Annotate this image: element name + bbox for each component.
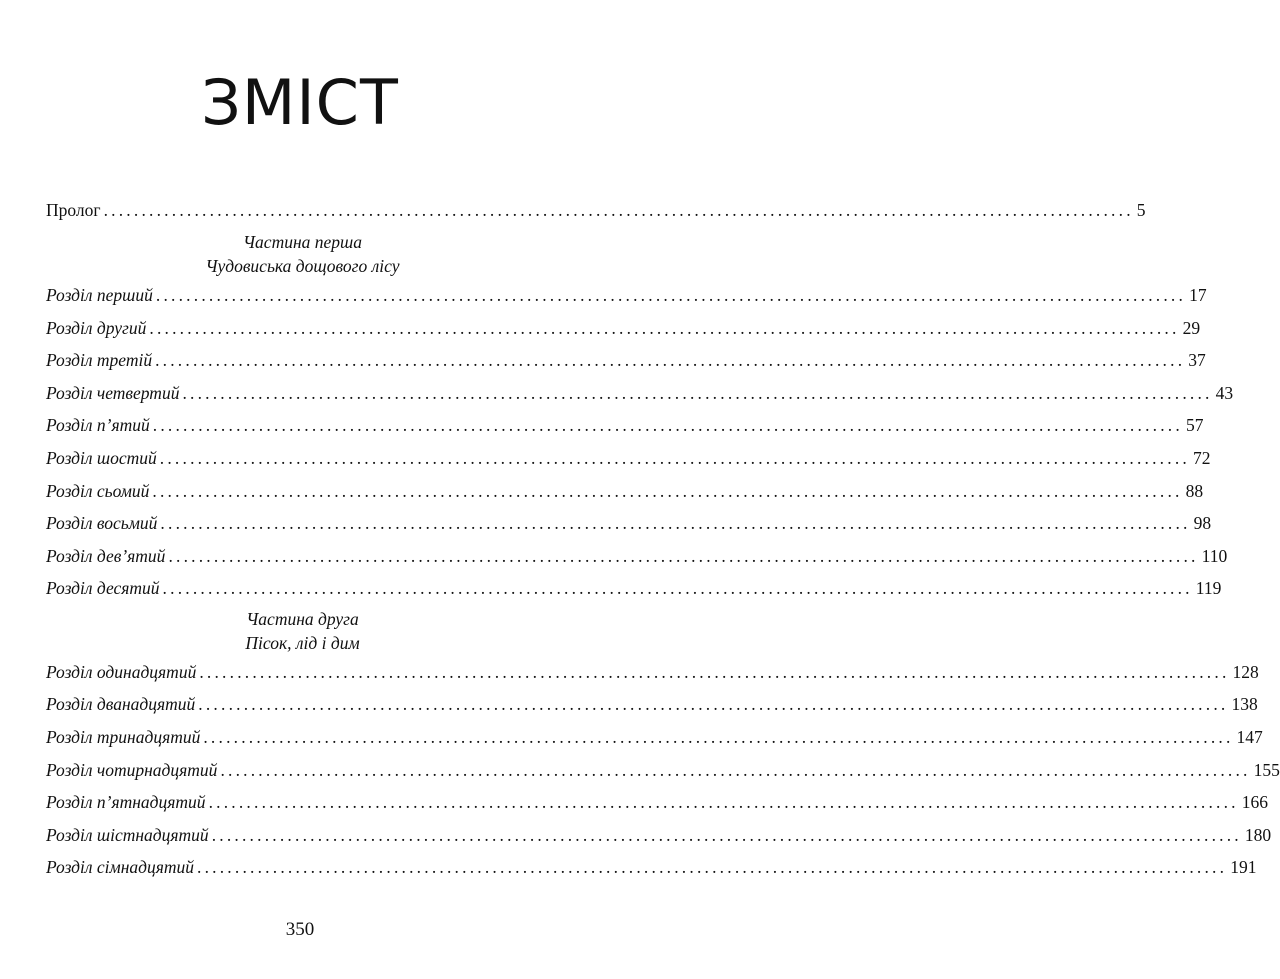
dot-leader: ........................................................................................................................................ [159, 448, 1190, 468]
toc-entry-label: Розділ четвертий [46, 383, 180, 403]
toc-entry-page: 128 [1232, 662, 1259, 682]
toc-entry [46, 510, 1212, 536]
toc-entry-label: Розділ другий [46, 318, 147, 338]
toc-entry-label: Розділ десятий [46, 578, 160, 598]
toc-entry-label: Розділ одинадцятий [46, 662, 197, 682]
dot-leader: ........................................................................................................................................ [208, 792, 1239, 812]
toc-entry-label: Пролог [46, 200, 101, 220]
toc-entry [46, 445, 1211, 471]
toc-entry-label: Розділ п’ятий [46, 415, 150, 435]
toc-entry-label: Розділ шостий [46, 448, 157, 468]
toc-entry [46, 757, 1280, 783]
toc-entry [46, 282, 1207, 308]
dot-leader: ........................................................................................................................................ [203, 727, 1234, 747]
toc-entry-page: 57 [1185, 415, 1204, 435]
dot-leader: ........................................................................................................................................ [168, 546, 1199, 566]
part-heading [46, 607, 559, 655]
toc-entry [46, 478, 1204, 504]
dot-leader: ........................................................................................................................................ [198, 694, 1229, 714]
dot-leader: ........................................................................................................................................ [197, 857, 1228, 877]
toc-entry [46, 724, 1263, 750]
dot-leader: ........................................................................................................................................ [211, 825, 1242, 845]
toc-entry-page: 155 [1253, 760, 1280, 780]
page-title: ЗМІСТ [201, 66, 399, 139]
dot-leader: ........................................................................................................................................ [155, 350, 1186, 370]
dot-leader: ........................................................................................................................................ [149, 318, 1180, 338]
toc-entry-label: Розділ шістнадцятий [46, 825, 209, 845]
toc-entry [46, 543, 1228, 569]
toc-entry [46, 691, 1258, 717]
toc-entry-label: Розділ третій [46, 350, 153, 370]
part-subtitle: Чудовиська дощового лісу [205, 256, 400, 276]
toc-entry-page: 166 [1241, 792, 1269, 812]
toc-entry-label: Розділ тринадцятий [46, 727, 201, 747]
toc-entry-prologue [46, 197, 1146, 223]
toc-entry-label: Розділ перший [46, 285, 153, 305]
toc-entry [46, 380, 1234, 406]
toc-entry-page: 147 [1236, 727, 1263, 747]
dot-leader: ........................................................................................................................................ [155, 285, 1187, 305]
toc-entry-page: 138 [1231, 694, 1258, 714]
toc-entry-label: Розділ сьомий [46, 481, 150, 501]
toc-entry-page: 17 [1189, 285, 1207, 305]
toc-entry-label: Розділ дванадцятий [46, 694, 196, 714]
dot-leader: ........................................................................................................................................ [160, 513, 1191, 533]
toc-entry-page: 43 [1215, 383, 1234, 403]
part-heading [46, 230, 559, 278]
toc-entry-label: Розділ п’ятнадцятий [46, 792, 206, 812]
dot-leader: ........................................................................................................................................ [103, 200, 1134, 220]
toc-entry [46, 822, 1272, 848]
toc-entry [46, 854, 1257, 880]
toc-entry-page: 72 [1192, 448, 1211, 468]
toc-entry [46, 659, 1259, 685]
part-title: Частина друга [246, 609, 359, 629]
toc-entry [46, 315, 1201, 341]
toc-entry [46, 347, 1206, 373]
toc-entry-page: 98 [1193, 513, 1212, 533]
toc-entry-page: 88 [1185, 481, 1204, 501]
dot-leader: ........................................................................................................................................ [152, 415, 1183, 435]
part-subtitle: Пісок, лід і дим [245, 633, 360, 653]
dot-leader: ........................................................................................................................................ [199, 662, 1230, 682]
toc-entry-label: Розділ восьмий [46, 513, 158, 533]
toc-entry-page: 191 [1230, 857, 1257, 877]
toc-entry [46, 412, 1204, 438]
toc-entry-page: 5 [1136, 200, 1146, 220]
part-title: Частина перша [243, 232, 362, 252]
dot-leader: ........................................................................................................................................ [162, 578, 1193, 598]
toc-entry-page: 29 [1182, 318, 1201, 338]
dot-leader: ........................................................................................................................................ [220, 760, 1251, 780]
toc-entry-page: 119 [1195, 578, 1222, 598]
toc-entry [46, 789, 1269, 815]
dot-leader: ........................................................................................................................................ [152, 481, 1183, 501]
toc-entry-label: Розділ сімнадцятий [46, 857, 194, 877]
dot-leader: ........................................................................................................................................ [182, 383, 1213, 403]
page-number: 350 [285, 919, 315, 940]
toc-entry [46, 575, 1222, 601]
toc-entry-label: Розділ дев’ятий [46, 546, 166, 566]
toc-entry-label: Розділ чотирнадцятий [46, 760, 218, 780]
toc-entry-page: 110 [1201, 546, 1228, 566]
toc-entry-page: 180 [1244, 825, 1272, 845]
toc-entry-page: 37 [1188, 350, 1206, 370]
